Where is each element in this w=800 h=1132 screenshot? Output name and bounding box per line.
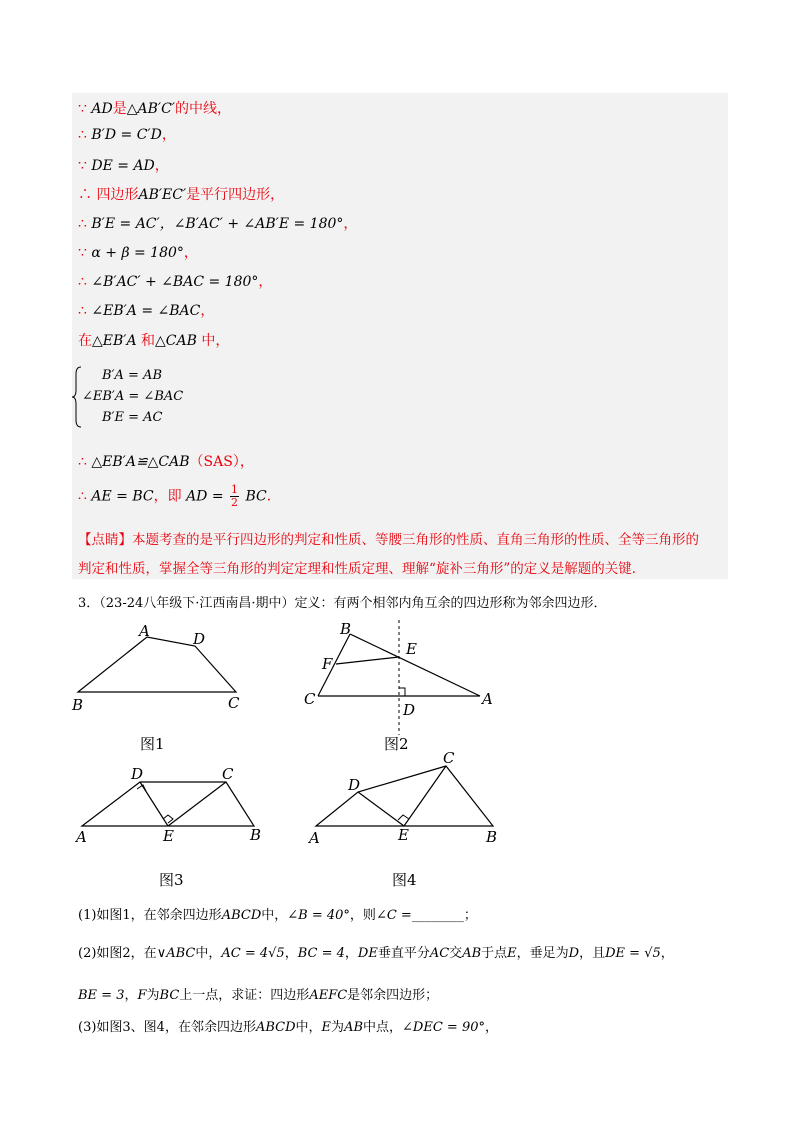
text: 交	[449, 946, 463, 961]
text: ，	[161, 127, 176, 143]
math: DE	[357, 946, 378, 961]
part-3	[78, 1016, 498, 1035]
math: BC	[245, 488, 267, 505]
text: ，垂足为	[516, 946, 569, 961]
math: AC = 4√5	[221, 946, 285, 961]
fig3-label-d: D	[131, 765, 144, 783]
math: △EB′A	[92, 333, 137, 349]
math: AB	[462, 946, 482, 961]
therefore-symbol: ∴	[78, 127, 87, 143]
fig2-label-f: F	[322, 655, 333, 673]
math: AC	[429, 946, 450, 961]
text: 上一点，求证：四边形	[179, 988, 310, 1003]
fig3-label-c: C	[222, 765, 234, 783]
fig3-quadrilateral	[82, 782, 254, 826]
fig3-segment-ec	[168, 782, 226, 826]
math: α + β = 180°	[91, 245, 184, 261]
fig4-label-a: A	[309, 829, 320, 847]
text: 中点，	[363, 1020, 403, 1035]
therefore-symbol: ∴	[78, 274, 87, 290]
text: 是	[112, 101, 127, 117]
text: (1)如图1，在邻余四边形	[78, 908, 222, 923]
text: 中，	[195, 946, 222, 961]
text: 的中线，	[174, 101, 231, 117]
math: DE = AD	[91, 158, 155, 174]
math: ∠B′AC′ + ∠BAC = 180°	[91, 274, 259, 290]
fig4-quadrilateral	[316, 766, 493, 826]
fig1-label-b: B	[72, 696, 84, 714]
math: ∨ABC	[156, 946, 196, 961]
math: AB	[344, 1020, 364, 1035]
math: △AB′C′	[126, 101, 175, 117]
fig2-label-c: C	[304, 690, 316, 708]
math: ∠B = 40°	[287, 908, 350, 923]
text: 是邻余四边形；	[347, 988, 439, 1003]
text: ；	[463, 908, 477, 923]
math: BE = 3	[78, 988, 125, 1003]
fig1-quadrilateral	[78, 637, 236, 692]
text: 是平行四边形，	[186, 187, 285, 203]
text: ，	[258, 274, 273, 290]
math: E	[321, 1020, 332, 1035]
math: BC = 4	[297, 946, 345, 961]
because-symbol: ∵	[78, 245, 87, 261]
fig4-segment-de	[358, 792, 404, 826]
fig3-segment-de	[140, 782, 168, 826]
answer-blank[interactable]: ________	[411, 908, 464, 923]
fig4-caption: 图4	[392, 871, 417, 889]
text: (3)如图3、图4，在邻余四边形	[78, 1020, 256, 1035]
text: ，	[343, 216, 358, 232]
because-symbol: ∵	[78, 101, 87, 117]
fig3-label-b: B	[250, 826, 262, 844]
text: ，	[154, 158, 169, 174]
therefore-symbol: ∴	[78, 488, 87, 505]
question-title: 3．（23-24八年级下·江西南昌·期中）定义：有两个相邻内角互余的四边形称为邻余四边形．	[78, 596, 607, 611]
math: △CAB	[155, 333, 197, 349]
system-eq-2: ∠EB′A = ∠BAC	[82, 389, 184, 404]
fig2-right-angle-mark	[399, 688, 405, 696]
fig4-right-angle-mark	[398, 815, 409, 820]
text: ，	[284, 946, 298, 961]
math: B′D = C′D	[91, 127, 162, 143]
fig4-label-d: D	[348, 776, 361, 794]
therefore-symbol: ∴	[78, 454, 87, 470]
therefore-symbol: ∴	[78, 216, 87, 232]
system-eq-3: B′E = AC	[102, 410, 163, 425]
math: AEFC	[309, 988, 348, 1003]
text: ，	[484, 1020, 498, 1035]
text: 在	[78, 333, 92, 349]
math: AD =	[186, 488, 224, 505]
text: ，即	[153, 488, 182, 505]
fig3-label-e: E	[163, 827, 174, 845]
text: ，	[344, 946, 358, 961]
text: 为	[331, 1020, 345, 1035]
text: ，则	[349, 908, 376, 923]
therefore-symbol: ∴	[78, 303, 87, 319]
text: ，	[200, 303, 215, 319]
note-line-1: 【点睛】本题考查的是平行四边形的判定和性质、等腰三角形的性质、直角三角形的性质、全等三角形的	[78, 532, 699, 548]
fig2-label-a: A	[482, 690, 493, 708]
system-eq-1: B′A = AB	[102, 368, 162, 383]
fig4-label-e: E	[398, 826, 409, 844]
math: F	[137, 988, 147, 1003]
part-2-continued	[78, 984, 438, 1003]
fig2-caption: 图2	[384, 735, 409, 753]
fig4-label-c: C	[443, 749, 455, 767]
denominator: 2	[231, 496, 239, 509]
text: 中，	[261, 908, 288, 923]
text: 垂直平分	[377, 946, 430, 961]
text: ，且	[579, 946, 606, 961]
fig3-right-angle-mark-e	[163, 815, 173, 823]
text: 中，	[295, 1020, 322, 1035]
figure-1	[71, 622, 240, 714]
math: AD	[91, 101, 113, 117]
fig3-label-a: A	[76, 828, 87, 846]
fig1-label-c: C	[228, 694, 240, 712]
text: ，	[660, 946, 674, 961]
text: ，	[124, 988, 138, 1003]
text: (2)如图2，在	[78, 946, 157, 961]
fig2-label-e: E	[406, 640, 417, 658]
fig1-label-a: A	[139, 622, 150, 640]
math: △EB′A≌△CAB	[91, 454, 190, 470]
math: DE = √5	[605, 946, 661, 961]
figure-3	[74, 765, 261, 846]
text: ，	[183, 245, 198, 261]
figure-4	[307, 749, 497, 847]
text: （SAS），	[189, 454, 254, 470]
note-line-2: 判定和性质，掌握全等三角形的判定定理和性质定理、理解“旋补三角形”的定义是解题的关键．	[78, 561, 646, 577]
text: 中，	[201, 333, 230, 349]
math: E	[507, 946, 517, 961]
fig1-label-d: D	[193, 630, 206, 648]
math: B′E = AC′，∠B′AC′ + ∠AB′E = 180°	[91, 216, 344, 232]
figure-2	[304, 620, 493, 735]
math: D	[568, 946, 580, 961]
fig1-caption: 图1	[140, 735, 165, 753]
fig2-label-d: D	[403, 701, 416, 719]
therefore-symbol: ∴	[78, 187, 92, 203]
part-1	[78, 904, 477, 923]
math: AB′EC′	[138, 187, 187, 203]
math: ABCD	[221, 908, 262, 923]
math: ABCD	[255, 1020, 296, 1035]
text: 和	[141, 333, 156, 349]
because-symbol: ∵	[78, 158, 87, 174]
numerator: 1	[231, 483, 239, 496]
text: 四边形	[96, 187, 139, 203]
text: 于点	[481, 946, 508, 961]
part-2	[78, 942, 674, 961]
math: ∠DEC = 90°	[402, 1020, 485, 1035]
text: 为	[146, 988, 160, 1003]
fig2-label-b: B	[340, 620, 352, 638]
fig2-segment-fe	[336, 657, 399, 664]
fig4-segment-ec	[404, 766, 446, 826]
math: ∠EB′A = ∠BAC	[91, 303, 201, 319]
fig3-caption: 图3	[159, 871, 184, 889]
text: ．	[266, 488, 281, 505]
math: AE = BC	[91, 488, 154, 505]
fig4-label-b: B	[486, 828, 498, 846]
math: ∠C =	[375, 908, 412, 923]
math: BC	[159, 988, 180, 1003]
